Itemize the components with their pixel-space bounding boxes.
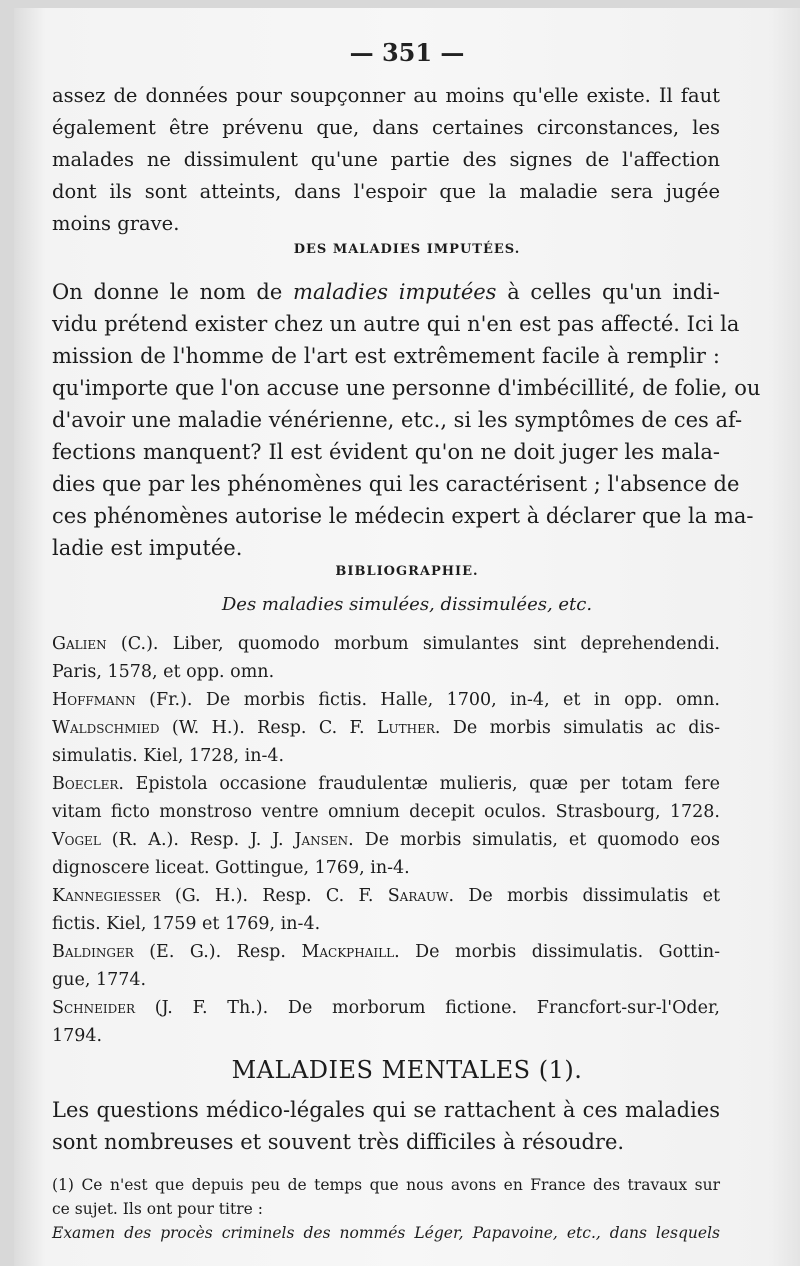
italic-term: maladies imputées xyxy=(293,280,497,304)
author-name: Schneider xyxy=(52,998,136,1018)
author-name: Galien xyxy=(52,634,107,654)
paragraph-line: vidu prétend exister chez un autre qui n'en est pas affecté. Ici la xyxy=(52,312,740,336)
bibliography-entry xyxy=(52,690,720,710)
author-name: Waldschmied xyxy=(52,718,160,738)
bibliography-line: dignoscere liceat. Gottingue, 1769, in-4. xyxy=(52,858,410,878)
bibliography-entry xyxy=(52,886,720,906)
text-span: (J. F. Th.). De morborum fictione. Francfort-sur-l'Oder, xyxy=(135,998,720,1018)
bibliography-entry xyxy=(52,718,720,738)
section-title-maladies-mentales: MALADIES MENTALES (1). xyxy=(231,1056,583,1084)
section-heading-bibliographie: BIBLIOGRAPHIE. xyxy=(335,564,479,579)
footnote-line: Examen des procès criminels des nommés Léger, Papavoine, etc., dans lesquels xyxy=(52,1224,720,1242)
text-span: (C.). Liber, quomodo morbum simulantes sint deprehendendi. xyxy=(106,634,720,654)
author-name: Hoffmann xyxy=(52,690,136,710)
bibliography-line: vitam ficto monstroso ventre omnium decepit oculos. Strasbourg, 1728. xyxy=(52,802,720,822)
text-span: . Epistola occasione fraudulentæ mulieris, quæ per totam fere xyxy=(118,774,720,794)
paragraph-line: Les questions médico-légales qui se rattachent à ces maladies xyxy=(52,1098,720,1122)
bibliography-subtitle: Des maladies simulées, dissimulées, etc. xyxy=(221,594,593,615)
author-name: Boecler xyxy=(52,774,119,794)
bibliography-entry xyxy=(52,830,720,850)
bibliography-line: gue, 1774. xyxy=(52,970,147,990)
text-span: (G. H.). Resp. C. F. xyxy=(160,886,388,906)
author-name: Baldinger xyxy=(52,942,134,962)
text-span: . De morbis dissimulatis et xyxy=(448,886,720,906)
bibliography-line: simulatis. Kiel, 1728, in-4. xyxy=(52,746,285,766)
bibliography-line: 1794. xyxy=(52,1026,103,1046)
paragraph-line: ladie est imputée. xyxy=(52,536,243,560)
paragraph-line: ces phénomènes autorise le médecin expert à déclarer que la ma- xyxy=(52,504,754,528)
paragraph-line: également être prévenu que, dans certaines circonstances, les xyxy=(52,116,720,139)
section-heading-imputees: DES MALADIES IMPUTÉES. xyxy=(293,242,521,257)
paragraph-line: mission de l'homme de l'art est extrêmement facile à remplir : xyxy=(52,344,720,368)
author-name: Jansen xyxy=(294,830,349,850)
paragraph-line: malades ne dissimulent qu'une partie des signes de l'affection xyxy=(52,148,720,171)
text-span: (R. A.). Resp. J. J. xyxy=(100,830,295,850)
page-number: — 351 — xyxy=(349,38,465,67)
bibliography-line: Paris, 1578, et opp. omn. xyxy=(52,662,275,682)
paragraph-line xyxy=(52,280,720,304)
paragraph-line: d'avoir une maladie vénérienne, etc., si les symptômes de ces af- xyxy=(52,408,743,432)
text-span: . De morbis simulatis ac dis- xyxy=(434,718,720,738)
bibliography-entry xyxy=(52,634,720,654)
bibliography-entry xyxy=(52,998,720,1018)
paragraph-line: dont ils sont atteints, dans l'espoir que la maladie sera jugée xyxy=(52,180,720,203)
footnote-line: (1) Ce n'est que depuis peu de temps que nous avons en France des travaux sur xyxy=(52,1176,720,1194)
text-span: On donne le nom de xyxy=(52,280,294,304)
author-name: Kannegiesser xyxy=(52,886,161,906)
paragraph-line: qu'importe que l'on accuse une personne d'imbécillité, de folie, ou xyxy=(52,376,761,400)
paragraph-line: assez de données pour soupçonner au moins qu'elle existe. Il faut xyxy=(52,84,720,107)
book-page xyxy=(14,8,800,1266)
text-span: à celles qu'un indi- xyxy=(496,280,720,304)
paragraph-line: sont nombreuses et souvent très difficiles à résoudre. xyxy=(52,1130,625,1154)
text-span: . De morbis dissimulatis. Gottin- xyxy=(394,942,720,962)
paragraph-line: fections manquent? Il est évident qu'on ne doit juger les mala- xyxy=(52,440,720,464)
footnote-line: ce sujet. Ils ont pour titre : xyxy=(52,1200,263,1218)
text-span: (E. G.). Resp. xyxy=(133,942,302,962)
text-span: . De morbis simulatis, et quomodo eos xyxy=(348,830,720,850)
text-span: (W. H.). Resp. C. F. xyxy=(159,718,377,738)
author-name: Vogel xyxy=(52,830,101,850)
author-name: Sarauw xyxy=(387,886,449,906)
bibliography-entry xyxy=(52,774,720,794)
paragraph-line: moins grave. xyxy=(52,212,180,235)
author-name: Luther xyxy=(376,718,435,738)
bibliography-entry xyxy=(52,942,720,962)
bibliography-line: fictis. Kiel, 1759 et 1769, in-4. xyxy=(52,914,321,934)
author-name: Mackphaill xyxy=(301,942,395,962)
paragraph-line: dies que par les phénomènes qui les caractérisent ; l'absence de xyxy=(52,472,740,496)
text-span: (Fr.). De morbis fictis. Halle, 1700, in-4, et in opp. omn. xyxy=(135,690,720,710)
